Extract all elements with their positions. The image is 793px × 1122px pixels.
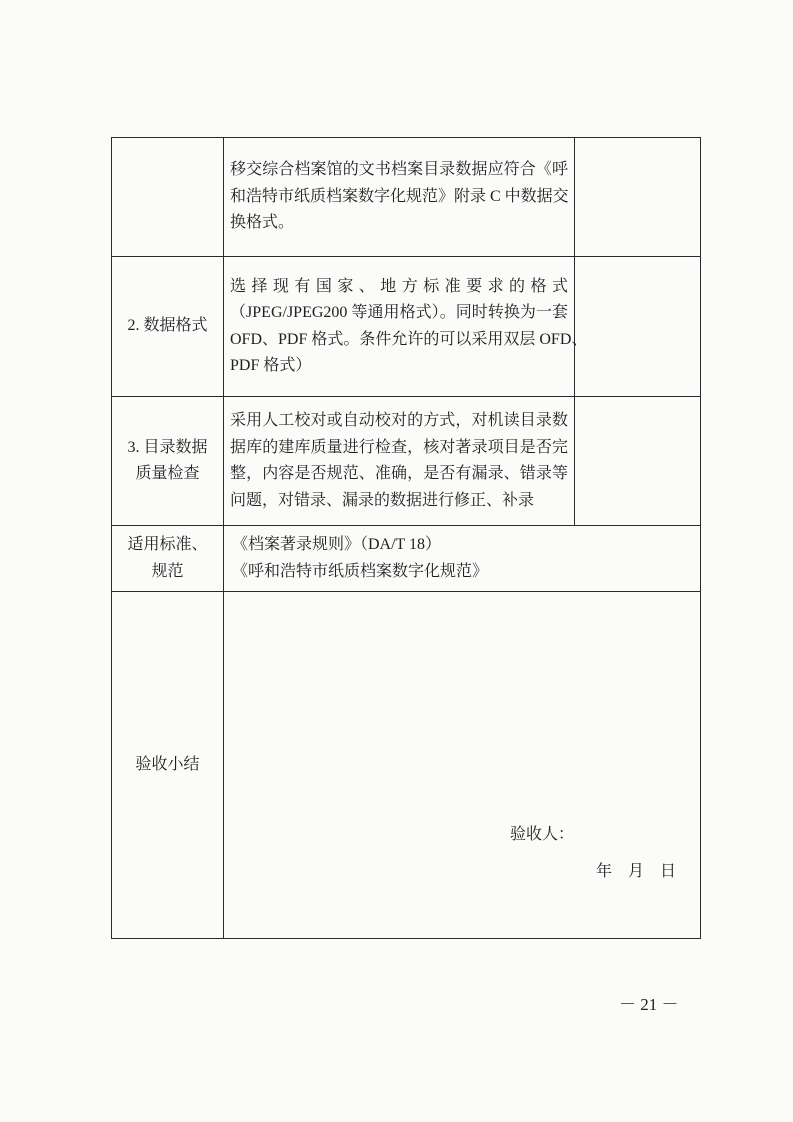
table-row	[112, 138, 701, 257]
standard-item: 《档案著录规则》（DA/T 18）	[232, 536, 442, 553]
content-line: 移交综合档案馆的文书档案目录数据应符合《呼	[230, 161, 568, 179]
summary-row	[112, 592, 701, 939]
row-content	[224, 157, 574, 237]
row-content-cell	[224, 138, 575, 257]
table-row	[112, 257, 701, 397]
summary-content-cell	[224, 592, 701, 939]
content-line: 整，内容是否规范、准确，是否有漏录、错录等	[230, 465, 568, 482]
row-content-cell	[224, 257, 588, 397]
row-content	[224, 408, 574, 514]
summary-label: 验收小结	[135, 755, 200, 773]
content-line: （JPEG/JPEG200 等通用格式）。同时转换为一套	[230, 304, 568, 321]
standards-list	[224, 532, 700, 585]
row-label-cell	[112, 138, 224, 257]
date-label: 年 月 日	[595, 862, 676, 880]
standards-content-cell	[224, 526, 701, 592]
row-label-cell	[112, 257, 224, 397]
content-line: OFD、PDF 格式。条件允许的可以采用双层 OFD、	[230, 330, 588, 348]
standards-label: 规范	[151, 562, 184, 580]
content-line: 据库的建库质量进行检查，核对著录项目是否完	[230, 438, 568, 456]
table-row	[112, 397, 701, 526]
summary-label-cell	[112, 592, 224, 939]
row-remark-cell	[575, 397, 701, 526]
content-line: 选择现有国家、地方标准要求的格式	[230, 277, 568, 295]
row-label: 质量检查	[135, 465, 200, 482]
standard-item: 《呼和浩特市纸质档案数字化规范》	[232, 562, 489, 580]
row-content	[224, 274, 588, 380]
content-line: 采用人工校对或自动校对的方式，对机读目录数	[230, 412, 568, 429]
standards-row	[112, 526, 701, 592]
content-line: 问题，对错录、漏录的数据进行修正、补录	[230, 491, 535, 509]
row-label: 3. 目录数据	[127, 438, 208, 456]
content-line: 换格式。	[230, 214, 295, 232]
inspector-label: 验收人：	[509, 825, 574, 843]
row-remark-cell	[575, 138, 701, 257]
row-label: 2. 数据格式	[127, 317, 208, 335]
row-content-cell	[224, 397, 575, 526]
summary-box	[224, 593, 700, 938]
row-label-cell	[112, 397, 224, 526]
acceptance-table	[111, 137, 701, 939]
standards-label: 适用标准、	[127, 536, 208, 553]
content-line: 和浩特市纸质档案数字化规范》附录 C 中数据交	[230, 187, 569, 205]
content-line: PDF 格式）	[230, 357, 312, 374]
standards-label-cell	[112, 526, 224, 592]
row-remark-cell	[575, 257, 701, 397]
page-number: － 21 －	[619, 995, 679, 1014]
